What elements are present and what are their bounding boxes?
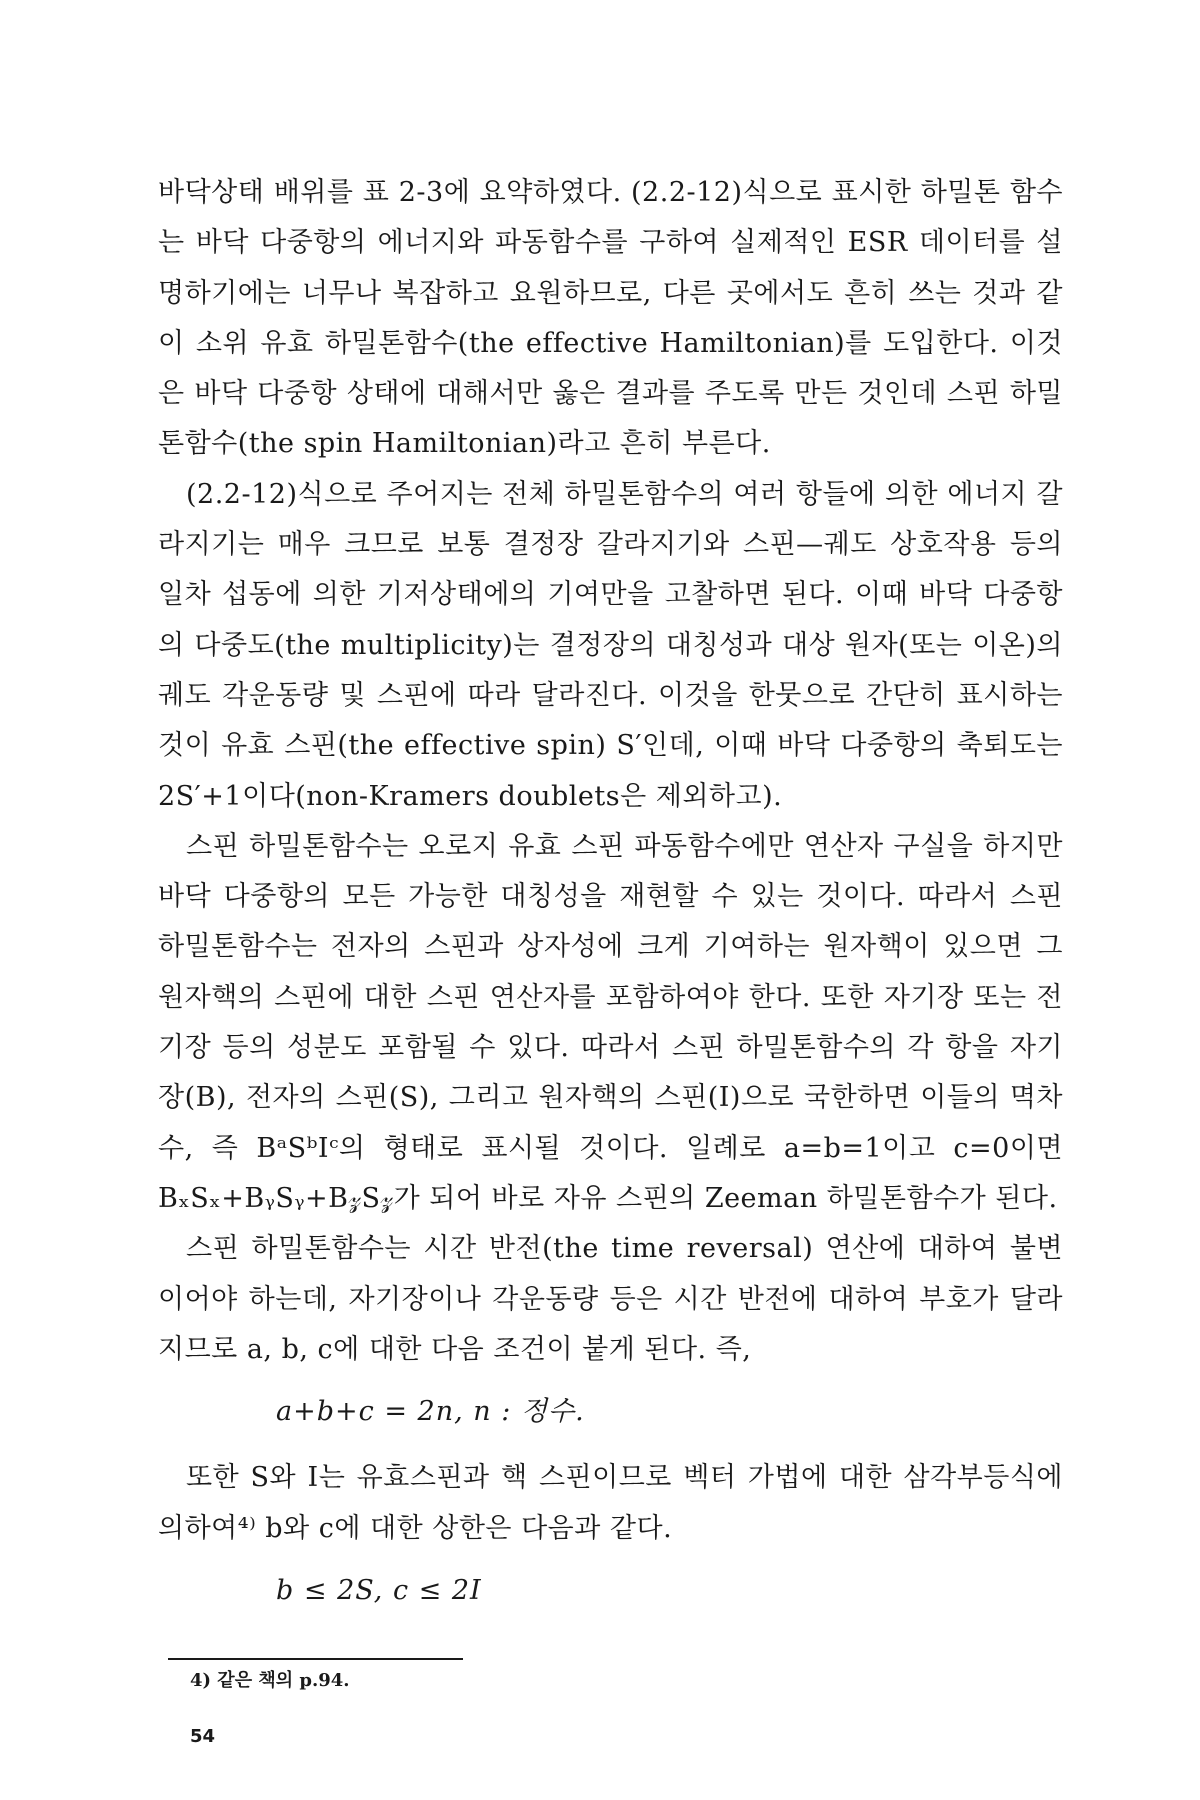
paragraph-4: 스핀 하밀톤함수는 시간 반전(the time reversal) 연산에 대하여 불변이어야 하는데, 자기장이나 각운동량 등은 시간 반전에 대하여 부호가 달라지므로 a, b, c에 대한 다음 조건이 붙게 된다. 즉, — [158, 1233, 1063, 1365]
paragraph-2: (2.2-12)식으로 주어지는 전체 하밀톤함수의 여러 항들에 의한 에너지 갈라지기는 매우 크므로 보통 결정장 갈라지기와 스핀—궤도 상호작용 등의 일차 섭동에 의한 기저상태에의 기여만을 고찰하면 된다. 이때 바닥 다중항의 다중도(the multiplicity)는 결정장의 대칭성과 대상 원자(또는 이온)의 궤도 각운동량 및 스핀에 따라 달라진다. 이것을 한뭇으로 간단히 표시하는 것이 유효 스핀(the effective spin) S′인데, 이때 바닥 다중항의 축퇴도는 2S′+1이다(non-Kramers doublets은 제외하고). — [158, 478, 1063, 812]
footnote-divider — [168, 1658, 463, 1660]
footnote: 4) 같은 책의 p.94. — [190, 1670, 350, 1691]
body-text — [158, 168, 1063, 1632]
parity-condition-equation: a+b+c = 2n, n : 정수. — [276, 1396, 585, 1428]
paragraph-5: 또한 S와 I는 유효스핀과 핵 스핀이므로 벡터 가법에 대한 삼각부등식에 의하여⁴⁾ b와 c에 대한 상한은 다음과 같다. — [158, 1462, 1063, 1544]
page-number: 54 — [190, 1726, 216, 1747]
paragraph-3: 스핀 하밀톤함수는 오로지 유효 스핀 파동함수에만 연산자 구실을 하지만 바닥 다중항의 모든 가능한 대칭성을 재현할 수 있는 것이다. 따라서 스핀 하밀톤함수는 전자의 스핀과 상자성에 크게 기여하는 원자핵이 있으면 그 원자핵의 스핀에 대한 스핀 연산자를 포함하여야 한다. 또한 자기장 또는 전기장 등의 성분도 포함될 수 있다. 따라서 스핀 하밀톤함수의 각 항을 자기장(B), 전자의 스핀(S), 그리고 원자핵의 스핀(I)으로 국한하면 이들의 멱차수, 즉 BᵃSᵇIᶜ의 형태로 표시될 것이다. 일례로 a=b=1이고 c=0이면 BₓSₓ+BᵧSᵧ+B𝓏S𝓏가 되어 바로 자유 스핀의 Zeeman 하밀톤함수가 된다. — [158, 830, 1063, 1214]
upper-bound-equation: b ≤ 2S, c ≤ 2I — [276, 1575, 482, 1607]
paragraph-1: 바닥상태 배위를 표 2-3에 요약하였다. (2.2-12)식으로 표시한 하밀톤 함수는 바닥 다중항의 에너지와 파동함수를 구하여 실제적인 ESR 데이터를 설명하기에는 너무나 복잡하고 요원하므로, 다른 곳에서도 흔히 쓰는 것과 같이 소위 유효 하밀톤함수(the effective Hamiltonian)를 도입한다. 이것은 바닥 다중항 상태에 대해서만 옳은 결과를 주도록 만든 것인데 스핀 하밀톤함수(the spin Hamiltonian)라고 흔히 부른다. — [158, 177, 1063, 460]
